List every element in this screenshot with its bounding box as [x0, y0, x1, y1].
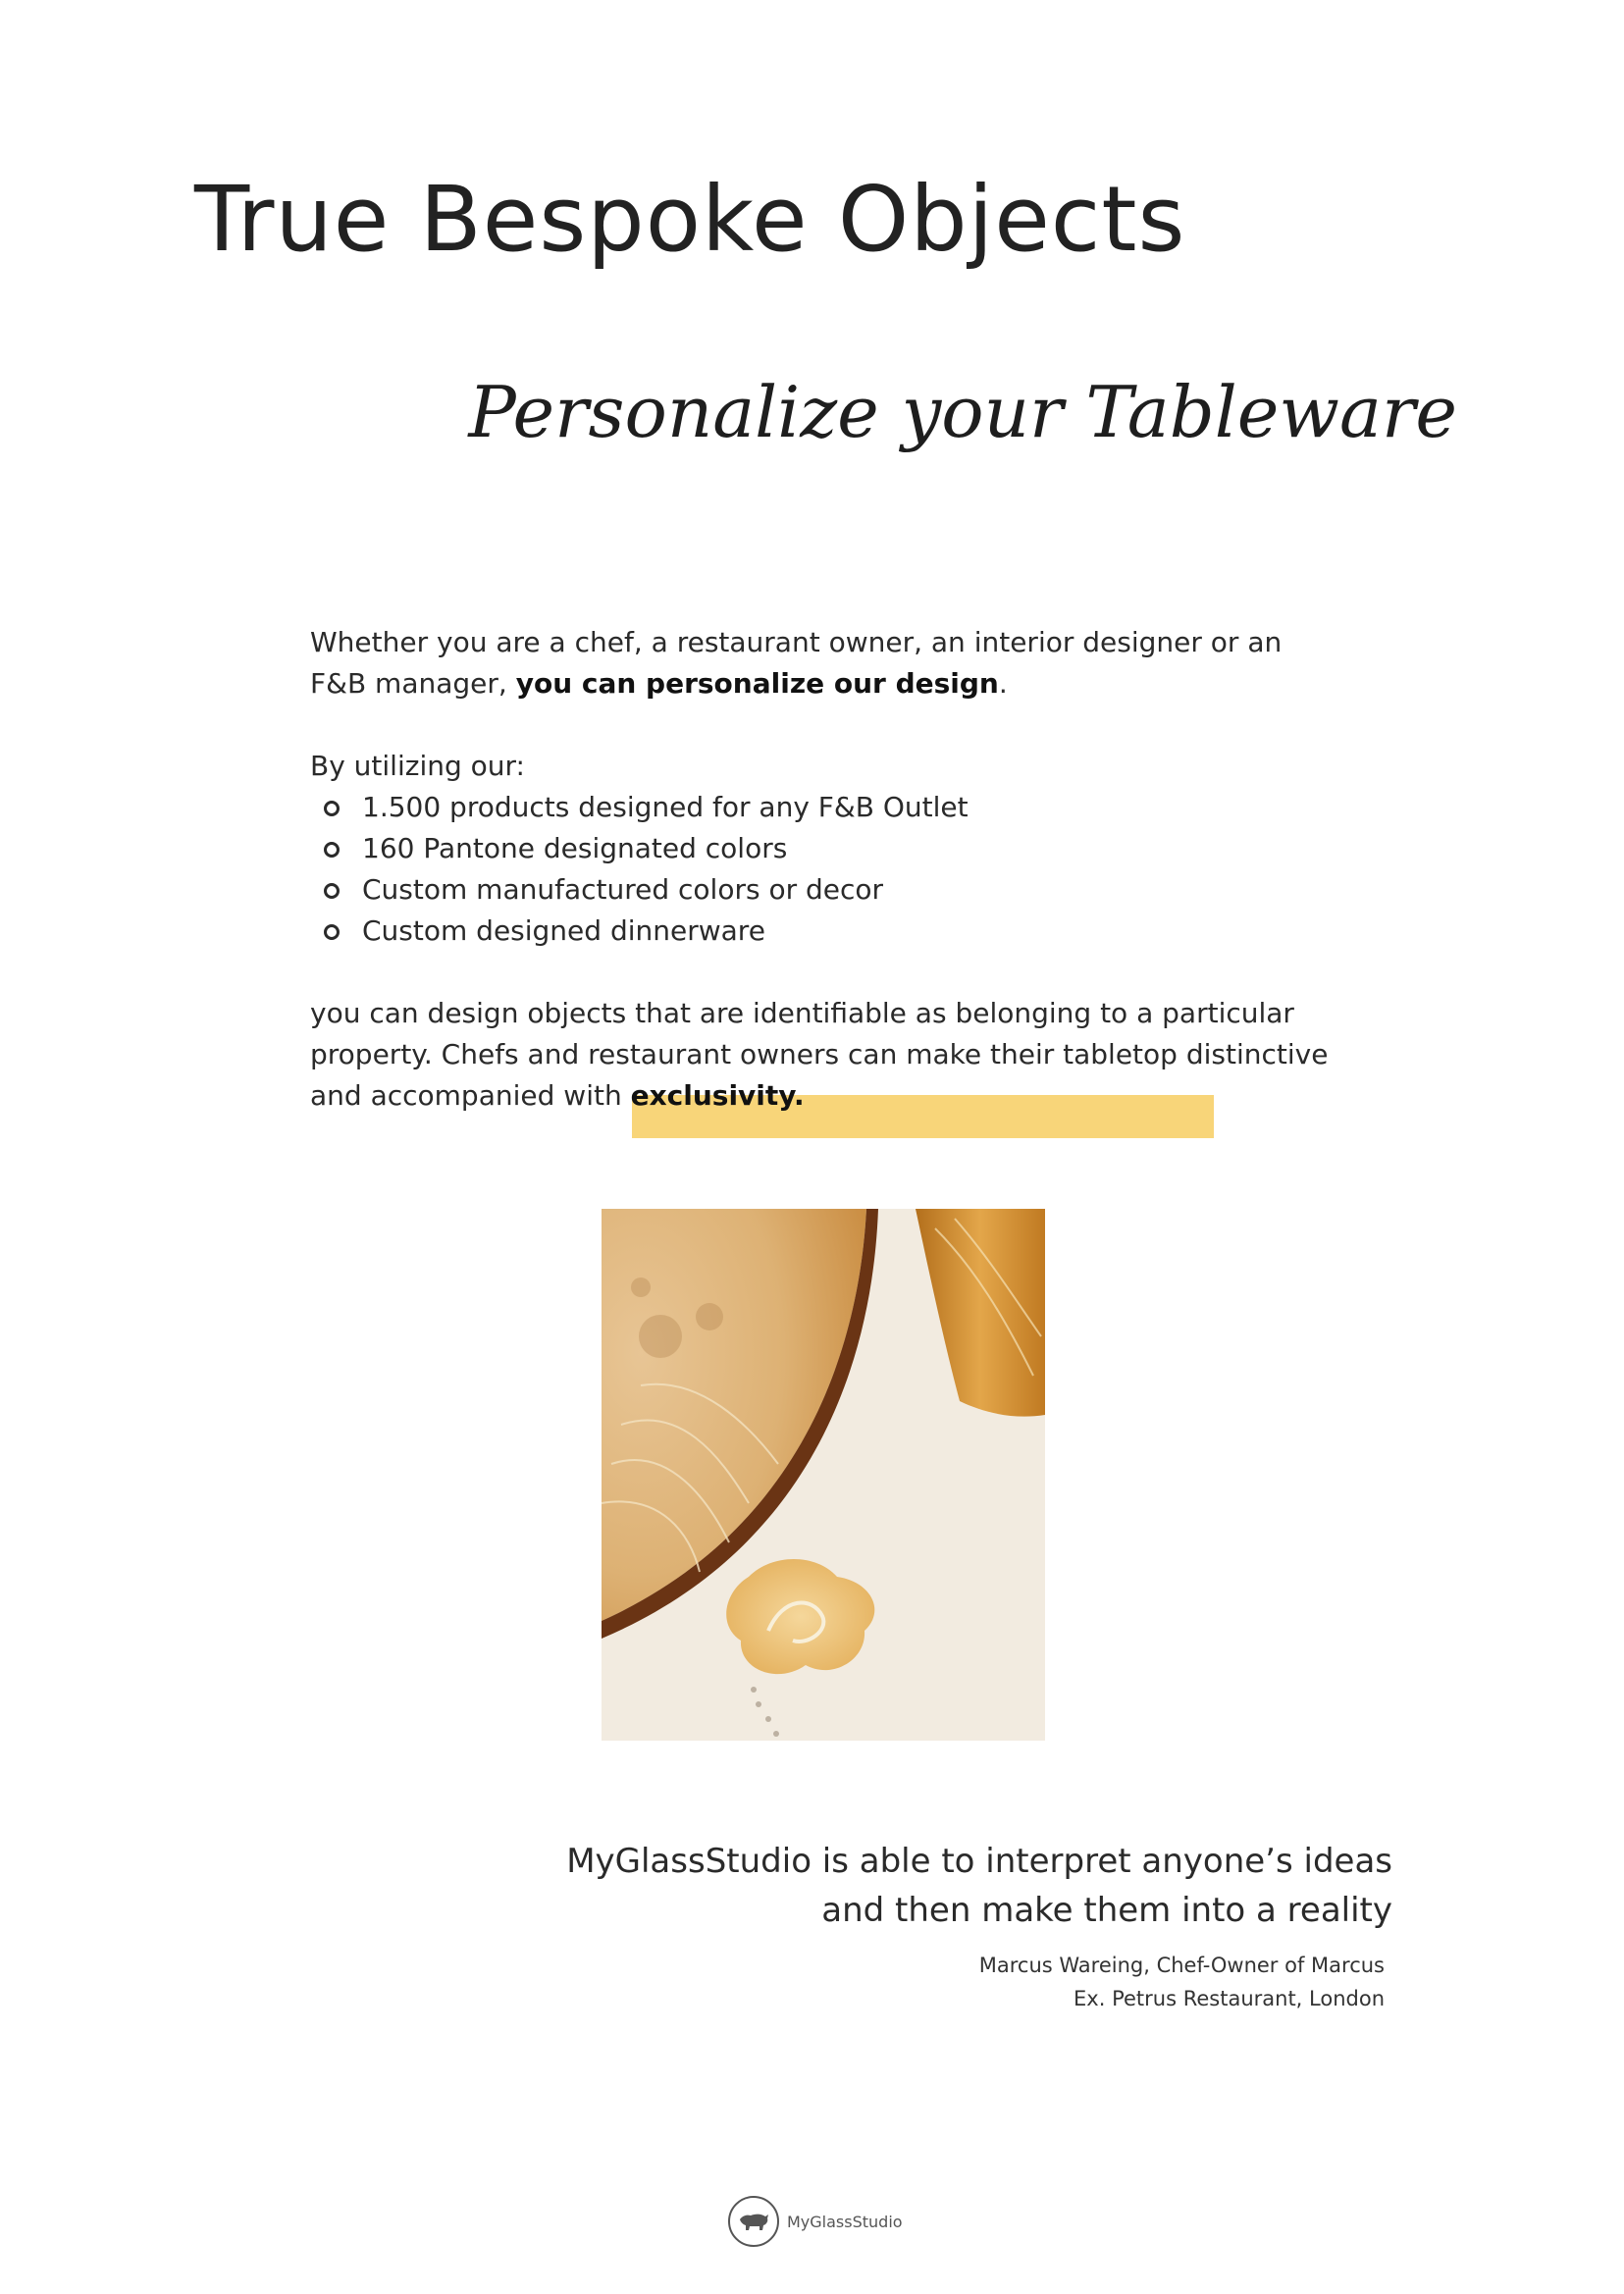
list-item	[310, 787, 1331, 828]
page-title: True Bespoke Objects	[194, 167, 1186, 272]
utilizing-lead: By utilizing our:	[310, 750, 525, 782]
quote-attribution	[979, 1949, 1385, 2015]
quote-line: MyGlassStudio is able to interpret anyone’s ideas	[566, 1842, 1392, 1881]
testimonial-quote	[566, 1837, 1392, 1935]
closing-paragraph	[310, 993, 1331, 1117]
list-item	[310, 869, 1331, 911]
circle-bullet-icon	[324, 883, 340, 899]
circle-bullet-icon	[324, 801, 340, 816]
list-item	[310, 828, 1331, 869]
circle-bullet-icon	[324, 924, 340, 940]
intro-text: Whether you are a chef, a restaurant owner, an interior designer or an F&B manager,	[310, 626, 1283, 700]
intro-bold-text: you can personalize our design	[515, 667, 999, 700]
list-item	[310, 911, 1331, 952]
list-item-text: 160 Pantone designated colors	[362, 832, 788, 864]
circle-bullet-icon	[324, 842, 340, 858]
page-subtitle: Personalize your Tableware	[468, 371, 1457, 453]
closing-text: you can design objects that are identifiable as belonging to a particular property. Chefs and restaurant owners can make their tabletop distinctive and accompanied with	[310, 997, 1329, 1112]
list-item-text: Custom designed dinnerware	[362, 914, 765, 947]
bull-icon	[728, 2196, 779, 2247]
list-item-text: 1.500 products designed for any F&B Outlet	[362, 791, 969, 823]
closing-bold-text: exclusivity.	[630, 1079, 805, 1112]
tableware-photo	[602, 1209, 1045, 1741]
footer-logo	[728, 2196, 903, 2247]
attribution-line: Ex. Petrus Restaurant, London	[1074, 1987, 1385, 2010]
logo-text: MyGlassStudio	[787, 2212, 903, 2231]
feature-list	[310, 787, 1331, 952]
intro-paragraph	[310, 622, 1331, 704]
quote-line: and then make them into a reality	[821, 1891, 1392, 1930]
intro-text-end: .	[998, 667, 1008, 700]
amber-plate-illustration	[602, 1209, 1045, 1741]
utilizing-section	[310, 746, 1331, 952]
list-item-text: Custom manufactured colors or decor	[362, 873, 884, 906]
attribution-line: Marcus Wareing, Chef-Owner of Marcus	[978, 1954, 1385, 1977]
